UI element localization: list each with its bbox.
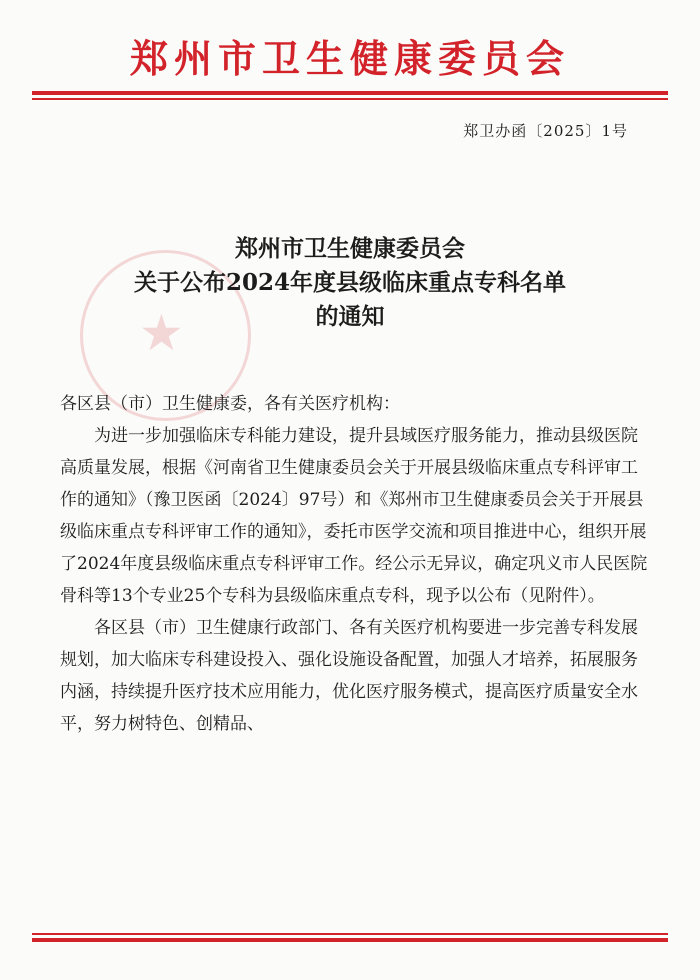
notice-title-line-3: 的通知 — [315, 303, 385, 330]
letterhead-rule-thick — [32, 91, 668, 95]
notice-body — [60, 388, 650, 740]
document-number: 郑卫办函〔2025〕1号 — [463, 122, 628, 140]
paragraph-1: 为进一步加强临床专科能力建设，提升县域医疗服务能力，推动县级医院高质量发展，根据《河南省卫生健康委员会关于开展县级临床重点专科评审工作的通知》（豫卫医函〔2024〕97号）和《郑州市卫生健康委员会关于开展县级临床重点专科评审工作的通知》，委托市医学交流和项目推进中心，组织开展了2024年度县级临床重点专科评审工作。经公示无异议，确定巩义市人民医院骨科等13个专业25个专科为县级临床重点专科，现予以公布（见附件）。 — [60, 426, 648, 606]
notice-title-line-2: 关于公布2024年度县级临床重点专科名单 — [133, 269, 566, 296]
salutation: 各区县（市）卫生健康委，各有关医疗机构： — [60, 394, 400, 414]
paragraph-2: 各区县（市）卫生健康行政部门、各有关医疗机构要进一步完善专科发展规划，加大临床专科建设投入、强化设施设备配置，加强人才培养，拓展服务内涵，持续提升医疗技术应用能力，优化医疗服务模式，提高医疗质量安全水平，努力树特色、创精品、 — [60, 618, 638, 734]
footer-rule-thin — [32, 933, 668, 935]
notice-title-line-1: 郑州市卫生健康委员会 — [235, 235, 465, 262]
seal-star-icon: ★ — [139, 304, 184, 362]
footer-rule-thick — [32, 938, 668, 942]
notice-title — [0, 232, 700, 334]
letterhead-rule-thin — [32, 98, 668, 100]
letterhead-org-name: 郑州市卫生健康委员会 — [129, 37, 570, 81]
